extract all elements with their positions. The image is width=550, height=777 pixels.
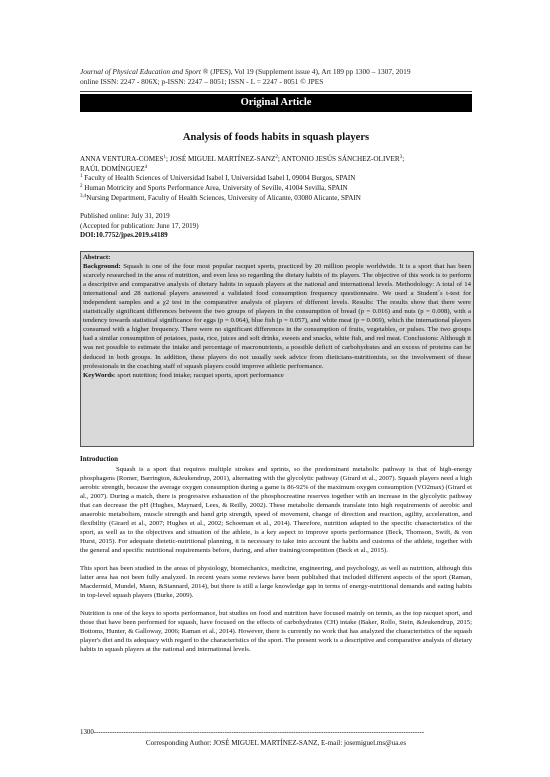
keywords-text: : sport nutrition; food intake; racquet sports, sport performance <box>113 371 284 379</box>
affiliation-item <box>80 183 472 193</box>
affiliation-text: Faculty of Health Sciences of Universidad Isabel I, Universidad Isabel I, 09004 Burgos, SPAIN <box>82 174 356 182</box>
abstract-body: Squash is one of the four most popular racquet sports, practiced by 20 million people worldwide. It is a sport that has been scarcely researched in the area of nutrition, and even less so regarding the dietary habits of its players. The objective of this work is to perform a descriptive and comparative analysis of dietary habits in squash players at the national and international levels. Methodology: A total of 14 international and 28 national players answered a validated food consumption frequency questionnaire. We used a Student´s t-test for independent samples and a χ2 test in the comparative analysis of players of different levels. Results: The results show that there were statistically significant differences between the two groups of players in the consumption of bread (p = 0.016) and nuts (p = 0.008), with a tendency towards statistical significance for eggs (p = 0.064), blue fish (p = 0.057), and white meat (p = 0.069), which the international players consumed with a higher frequency. There were no significant differences in the consumption of fruits, vegetables, or pulses. The two groups had a similar consumption of potatoes, pasta, rice, juices and soft drinks, sweets and snacks, white fish, and red meat. Conclusions: Although it was not possible to estimate the intake and percentage of macronutrients, a possible deficit of carbohydrates and an excess of proteins can be deduced in both groups. In addition, these players do not usually seek advice from dieticians-nutritionists, so the involvement of these professionals in the coaching staff of squash players could improve athletic performance. <box>83 263 471 370</box>
article-body <box>80 455 472 663</box>
author-affiliation-marker: 4 <box>144 164 148 170</box>
doi-link[interactable]: DOI:10.7752/jpes.2019.s4189 <box>80 231 168 240</box>
author-separator: ; <box>277 155 282 163</box>
journal-issn-line: online ISSN: 2247 - 806X; p-ISSN: 2247 – 8051; ISSN - L = 2247 - 8051 © JPES <box>80 77 324 86</box>
affiliation-text: Human Motricity and Sports Performance Area, University of Seville, 41004 Sevilla, SPAIN <box>82 184 348 193</box>
affiliation-marker: 3,4 <box>80 194 87 200</box>
header-divider <box>80 91 472 92</box>
published-date: Published online: July 31, 2019 <box>80 212 170 220</box>
journal-name: Journal of Physical Education and Sport <box>80 67 201 76</box>
author-name: RAÚL DOMÍNGUEZ <box>80 164 145 173</box>
abstract-box <box>80 251 474 447</box>
affiliation-marker: 1 <box>80 174 83 179</box>
author-name: ANTONIO JESÚS SÁNCHEZ-OLIVER <box>281 155 400 163</box>
author-separator: ; <box>402 155 405 163</box>
publication-dates <box>80 212 472 241</box>
affiliation-marker: 2 <box>80 184 83 190</box>
affiliation-item <box>80 193 472 203</box>
abstract-text <box>83 262 471 371</box>
affiliation-item <box>80 173 472 183</box>
author-affiliation-marker: 1 <box>163 155 167 160</box>
article-type-banner: Original Article <box>80 94 472 112</box>
author-name: ANNA VENTURA-COMES <box>80 155 164 163</box>
author-name: JOSÉ MIGUEL MARTÍNEZ-SANZ <box>169 155 276 163</box>
affiliation-text: Nursing Department, Faculty of Health Sciences, University of Alicante, 03080 Alicante, SPAIN <box>86 194 361 203</box>
body-paragraph: Nutrition is one of the keys to sports performance, but studies on food and nutrition have focused mainly on tennis, as the top racquet sport, and those that have been performed for squash, have focused on the effects of carbohydrates (CH) intake (Baker, Rollo, Stein, &Jeukendrup, 2015; Bottoms, Hunter, & Galloway, 2006; Raman et al., 2014). However, there is currently no work that has analyzed the characteristics of the squash player's diet and its adequacy with regard to the characteristics of the sport. The present work is a descriptive and comparative analysis of dietary habits in squash players at the national and international levels. <box>80 610 472 654</box>
abstract-background-label: Background: <box>83 263 121 271</box>
journal-header <box>80 67 472 87</box>
introduction-heading: Introduction <box>80 455 118 463</box>
article-title: Analysis of foods habits in squash players <box>182 132 370 143</box>
keywords-label: KeyWords <box>83 371 114 379</box>
corresponding-author: Corresponding Author: JOSÉ MIGUEL MARTÍNEZ-SANZ, E-mail: josemiguel.ms@ua.es <box>145 739 407 747</box>
author-affiliation-marker: 2 <box>275 155 278 160</box>
author-affiliation-marker: 3 <box>399 155 403 160</box>
author-separator: ; <box>166 155 170 163</box>
accepted-date: (Accepted for publication: June 17, 2019) <box>80 221 199 230</box>
body-paragraph: This sport has been studied in the areas of physiology, biomechanics, medicine, engineering, and psychology, as well as nutrition, although this latter area has not been fully analyzed. In recent years some reviews have been published that included different aspects of the sport (Raman, Macdermid, Mundel, Mann, &Stannard, 2014), but there is still a large knowledge gap in terms of energy-nutritional demands and eating habits in top-level squash players (Burke, 2009). <box>80 565 472 600</box>
author-list <box>80 155 472 174</box>
body-paragraph: Squash is a sport that requires multiple strokes and sprints, so the predominant metabolic pathway is that of high-energy phosphagens (Romer, Barrington, &Jeukendrup, 2001), alternating with the glycolytic pathway (Girard et al., 2007). Squash players need a high aerobic strength, because the average oxygen consumption during a game is 86-92% of the maximum oxygen consumption (VO2max) (Girard et al., 2007). During a match, there is progressive exhaustion of the phosphocreatine reserves together with an increase in the glycolytic pathway that can decrease the pH (Hughes, Maynard, Lees, & Reilly, 2002). These metabolic demands translate into high requirements of aerobic and anaerobic metabolism, muscle strength and hand grip strength, speed of movement, change of direction and reaction, agility, acceleration, and flexibility (Girard et al., 2007; Hughes et al., 2002; Schoeman et al., 2014). Therefore, nutrition adapted to the specific characteristics of the sport, as well as to the objectives and situation of the athlete, is a key aspect to improve sports performance (Beck, Thomson, Swift, & von Hurst, 2015). For adequate dietetic-nutritional planning, it is necessary to take into account the habits and customs of the athlete, together with the general and specific nutritional requirements before, during, and after training/competition (Beck et al., 2015). <box>80 465 472 555</box>
journal-citation-line <box>80 67 472 77</box>
journal-volume-info: ® (JPES), Vol 19 (Supplement issue 4), Art 189 pp 1300 – 1307, 2019 <box>200 67 411 76</box>
page-number-rule: 1300------------------------------------------------------------------------------------------------------------------------------------------------ <box>80 729 425 736</box>
abstract-heading: Abstract: <box>83 254 111 261</box>
keywords-line <box>83 371 471 380</box>
affiliation-list <box>80 173 472 204</box>
